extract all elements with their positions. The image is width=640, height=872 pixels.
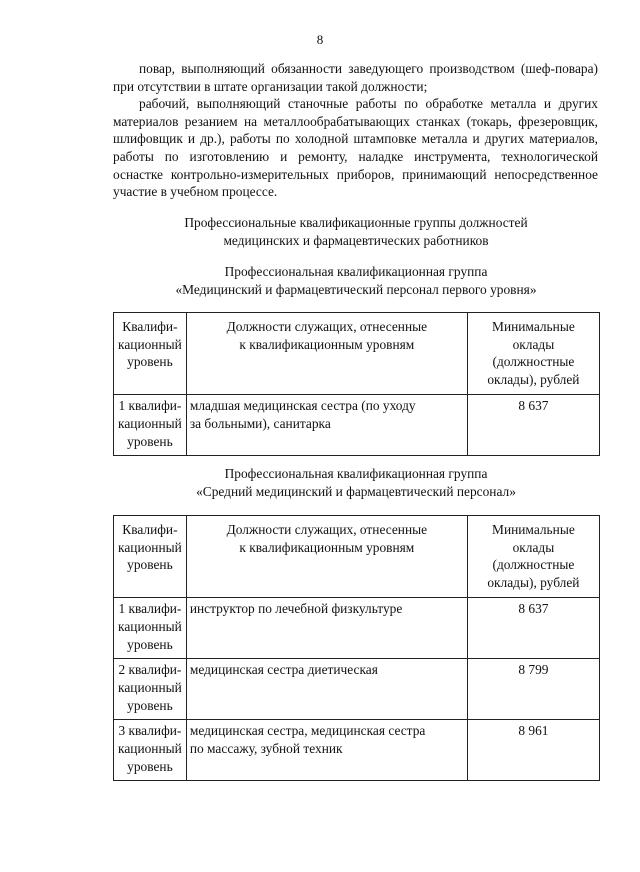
table-header-row xyxy=(114,516,600,598)
row-position: медицинская сестра, медицинская сестра по массажу, зубной техник xyxy=(186,720,467,781)
table-row xyxy=(114,598,600,659)
group-heading-1-line1: Профессиональная квалификационная группа xyxy=(224,264,488,279)
row-salary: 8 799 xyxy=(467,659,599,720)
header-level: Квалифи- кационный уровень xyxy=(114,313,187,395)
section-heading-line1: Профессиональные квалификационные группы должностей xyxy=(184,215,528,230)
row-position: младшая медицинская сестра (по уходу за больными), санитарка xyxy=(186,395,467,456)
row-position: инструктор по лечебной физкультуре xyxy=(186,598,467,659)
row-salary: 8 961 xyxy=(467,720,599,781)
row-position: медицинская сестра диетическая xyxy=(186,659,467,720)
table-group-1 xyxy=(113,312,600,456)
group-heading-1 xyxy=(100,263,612,298)
row-salary: 8 637 xyxy=(467,598,599,659)
header-positions: Должности служащих, отнесенные к квалификационным уровням xyxy=(186,516,467,598)
section-heading-line2: медицинских и фармацевтических работников xyxy=(223,232,489,248)
header-salary: Минимальные оклады (должностные оклады), рублей xyxy=(467,516,599,598)
row-level: 2 квалифи- кационный уровень xyxy=(114,659,187,720)
table-group-2 xyxy=(113,515,600,781)
section-heading xyxy=(100,214,612,249)
row-level: 1 квалифи- кационный уровень xyxy=(114,395,187,456)
header-positions: Должности служащих, отнесенные к квалификационным уровням xyxy=(186,313,467,395)
table-row xyxy=(114,395,600,456)
row-level: 1 квалифи- кационный уровень xyxy=(114,598,187,659)
body-text xyxy=(113,60,598,201)
row-salary: 8 637 xyxy=(467,395,599,456)
table-row xyxy=(114,720,600,781)
paragraph-cook: повар, выполняющий обязанности заведующего производством (шеф-повара) при отсутствии в штате организации такой должности; xyxy=(113,61,598,94)
group-heading-2-line2: «Средний медицинский и фармацевтический персонал» xyxy=(196,483,516,499)
group-heading-1-line2: «Медицинский и фармацевтический персонал первого уровня» xyxy=(175,281,537,297)
header-level: Квалифи- кационный уровень xyxy=(114,516,187,598)
row-level: 3 квалифи- кационный уровень xyxy=(114,720,187,781)
paragraph-worker: рабочий, выполняющий станочные работы по обработке металла и других материалов резанием на металлообрабатывающих станках (токарь, фрезеровщик, шлифовщик и др.), работы по холодной штамповке металла и других материалов, работы по изготовлению и ремонту, наладке инструмента, технологической оснастке контрольно-измерительных приборов, принимающий непосредственное участие в учебном процессе. xyxy=(113,96,598,200)
group-heading-2-line1: Профессиональная квалификационная группа xyxy=(224,466,488,481)
page-number: 8 xyxy=(316,32,324,47)
group-heading-2 xyxy=(100,465,612,500)
table-header-row xyxy=(114,313,600,395)
header-salary: Минимальные оклады (должностные оклады), рублей xyxy=(467,313,599,395)
table-row xyxy=(114,659,600,720)
